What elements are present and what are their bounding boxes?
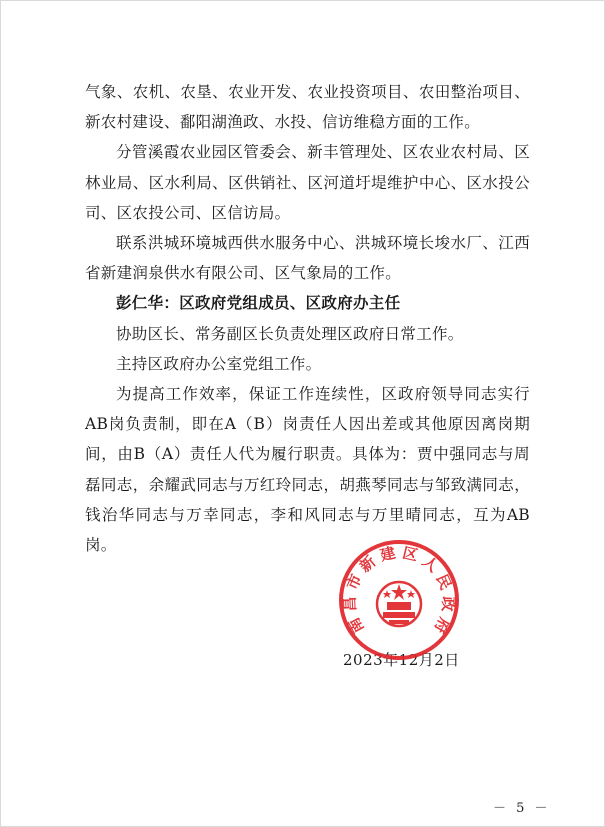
paragraph-2: 分管溪霞农业园区管委会、新丰管理处、区农业农村局、区林业局、区水利局、区供销社、区河道圩堤维护中心、区水投公司、区农投公司、区信访局。 (85, 143, 530, 222)
paragraph-1: 气象、农机、农垦、农业开发、农业投资项目、农田整治项目、新农村建设、鄱阳湖渔政、水投、信访维稳方面的工作。 (85, 83, 530, 132)
seal-emblem (377, 582, 421, 626)
document-date: 2023年12月2日 (343, 651, 460, 669)
paragraph-6: 为提高工作效率，保证工作连续性，区政府领导同志实行AB岗负责制，即在A（B）岗责任人因出差或其他原因离岗期间，由B（A）责任人代为履行职责。具体为：贾中强同志与周磊同志，余耀武同志与万红玲同志，胡燕琴同志与邹致满同志，钱治华同志与万幸同志，李和风同志与万里晴同志，互为AB岗。 (85, 385, 530, 555)
seal-arc-text: 南 昌 市 新 建 区 人 民 政 府 (340, 543, 458, 637)
paragraph-5: 主持区政府办公室党组工作。 (116, 354, 322, 373)
section-heading: 彭仁华：区政府党组成员、区政府办主任 (116, 294, 401, 313)
official-seal-stamp (337, 538, 461, 662)
paragraph-3: 联系洪城环境城西供水服务中心、洪城环境长埈水厂、江西省新建润泉供水有限公司、区气象局的工作。 (85, 234, 530, 283)
paragraph-4: 协助区长、常务副区长负责处理区政府日常工作。 (116, 324, 464, 343)
page-number: － 5 － (493, 801, 551, 816)
document-body (85, 77, 530, 560)
